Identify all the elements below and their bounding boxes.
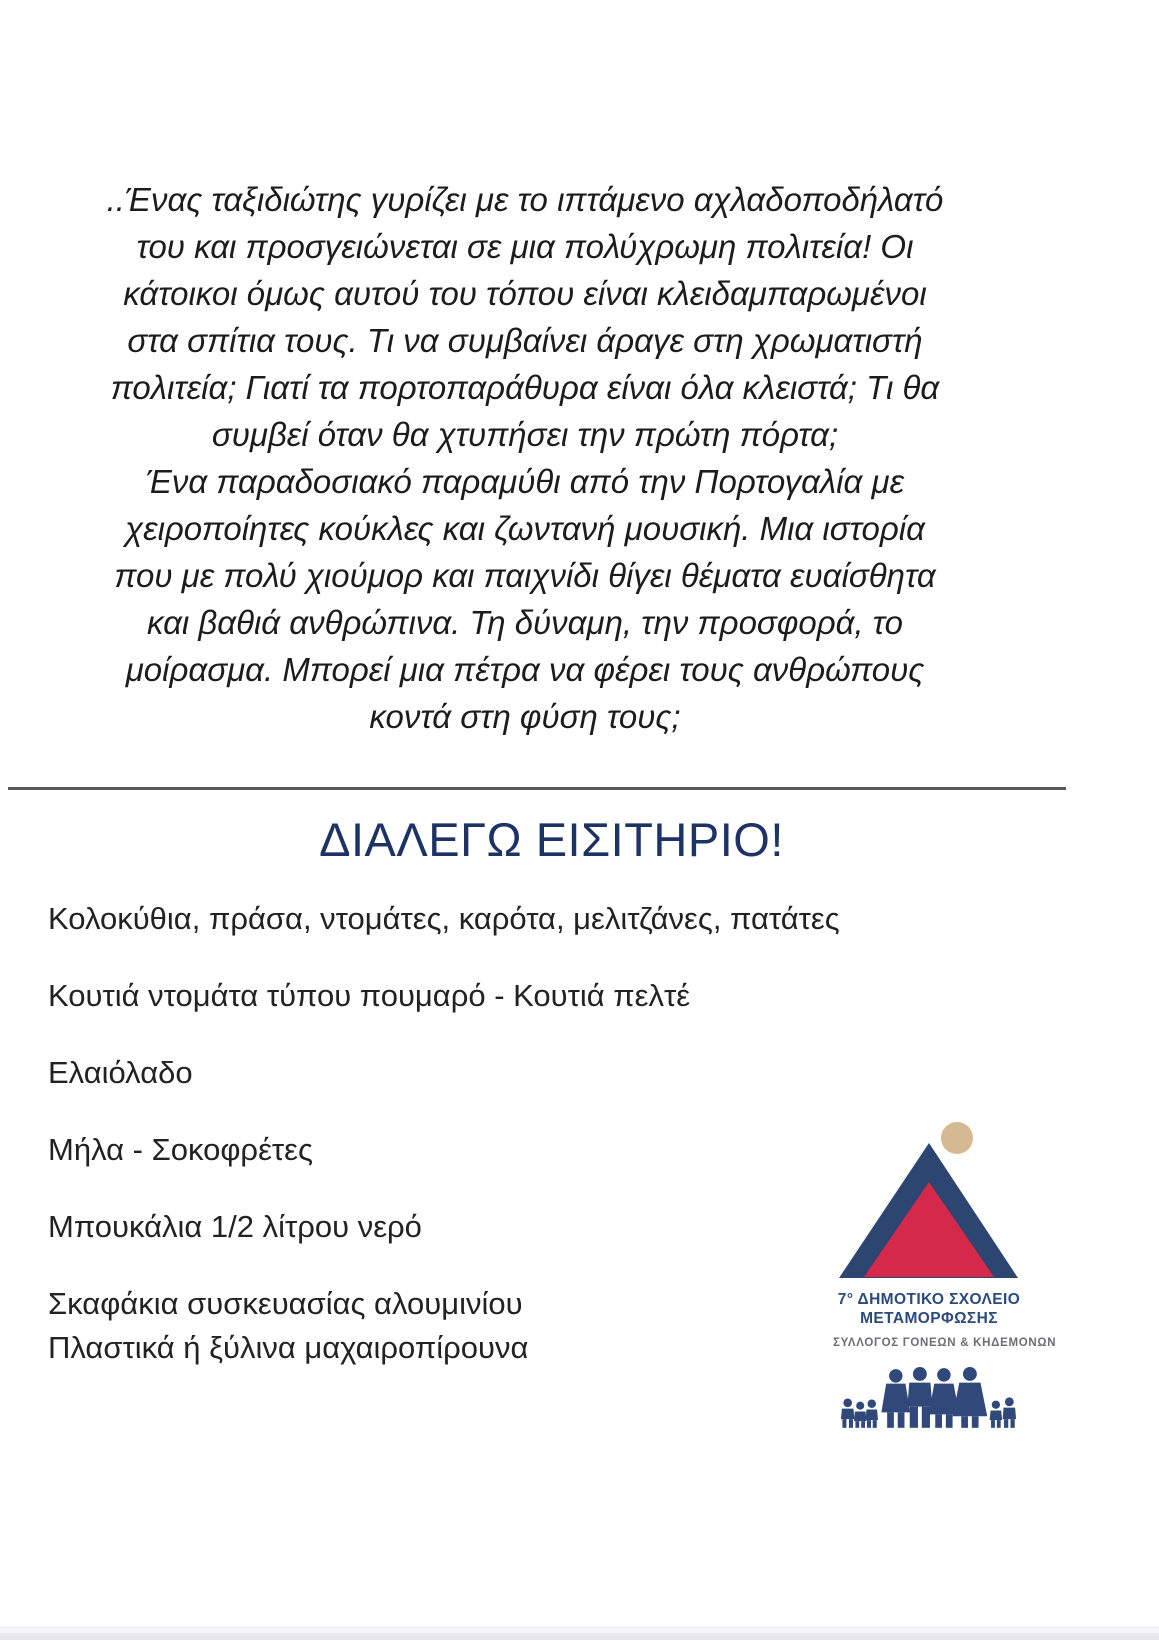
story-line: πολιτεία; Γιατί τα πορτοπαράθυρα είναι όλα κλειστά; Τι θα xyxy=(110,369,940,406)
school-logo xyxy=(833,1122,1057,1436)
story-line: Ένα παραδοσιακό παραμύθι από την Πορτογαλία με xyxy=(145,463,905,500)
section-heading: ΔΙΑΛΕΓΩ ΕΙΣΙΤΗΡΙΟ! xyxy=(319,813,784,866)
story-paragraph xyxy=(0,176,1050,740)
story-line: του και προσγειώνεται σε μια πολύχρωμη πολιτεία! Οι xyxy=(136,228,914,265)
story-line: που με πολύ χιούμορ και παιχνίδι θίγει θέματα ευαίσθητα xyxy=(114,557,936,594)
story-line: ..Ένας ταξιδιώτης γυρίζει με το ιπτάμενο αχλαδοποδήλατό xyxy=(106,181,944,218)
story-line: συμβεί όταν θα χτυπήσει την πρώτη πόρτα; xyxy=(211,416,839,453)
story-line: στα σπίτια τους. Τι να συμβαίνει άραγε στη χρωματιστή xyxy=(127,322,923,359)
sun-circle-icon xyxy=(941,1122,973,1154)
section-divider xyxy=(8,787,1066,790)
story-line: χειροποίητες κούκλες και ζωντανή μουσική. Μια ιστορία xyxy=(125,510,925,547)
ticket-items-list xyxy=(48,897,840,1370)
mountain-triangle-icon xyxy=(837,1122,1022,1280)
window-bottom-edge xyxy=(0,1627,1159,1640)
list-item: Πλαστικά ή ξύλινα μαχαιροπίρουνα xyxy=(48,1330,529,1365)
parents-association-text: ΣΥΛΛΟΓΟΣ ΓΟΝΕΩΝ & ΚΗΔΕΜΟΝΩΝ xyxy=(833,1337,1057,1349)
story-line: και βαθιά ανθρώπινα. Τη δύναμη, την προσφορά, το xyxy=(146,604,903,641)
list-item: Μήλα - Σοκοφρέτες xyxy=(48,1132,313,1167)
story-line: κοντά στη φύση τους; xyxy=(369,698,681,735)
list-item: Ελαιόλαδο xyxy=(48,1055,193,1090)
list-item: Σκαφάκια συσκευασίας αλουμινίου xyxy=(48,1286,523,1321)
school-name-text xyxy=(833,1290,1025,1328)
list-item: Κουτιά ντομάτα τύπου πουμαρό - Κουτιά πελτέ xyxy=(48,978,691,1013)
school-name-line1: 7° ΔΗΜΟΤΙΚΟ ΣΧΟΛΕΙΟ xyxy=(837,1291,1021,1308)
list-item: Μπουκάλια 1/2 λίτρου νερό xyxy=(48,1209,422,1244)
list-item: Κολοκύθια, πράσα, ντομάτες, καρότα, μελιτζάνες, πατάτες xyxy=(48,901,840,936)
story-line: μοίρασμα. Μπορεί μια πέτρα να φέρει τους ανθρώπους xyxy=(125,651,925,688)
school-name-line2: ΜΕΤΑΜΟΡΦΩΣΗΣ xyxy=(860,1310,998,1327)
story-line: κάτοικοι όμως αυτού του τόπου είναι κλειδαμπαρωμένοι xyxy=(123,275,927,312)
family-silhouettes-icon xyxy=(840,1365,1018,1436)
